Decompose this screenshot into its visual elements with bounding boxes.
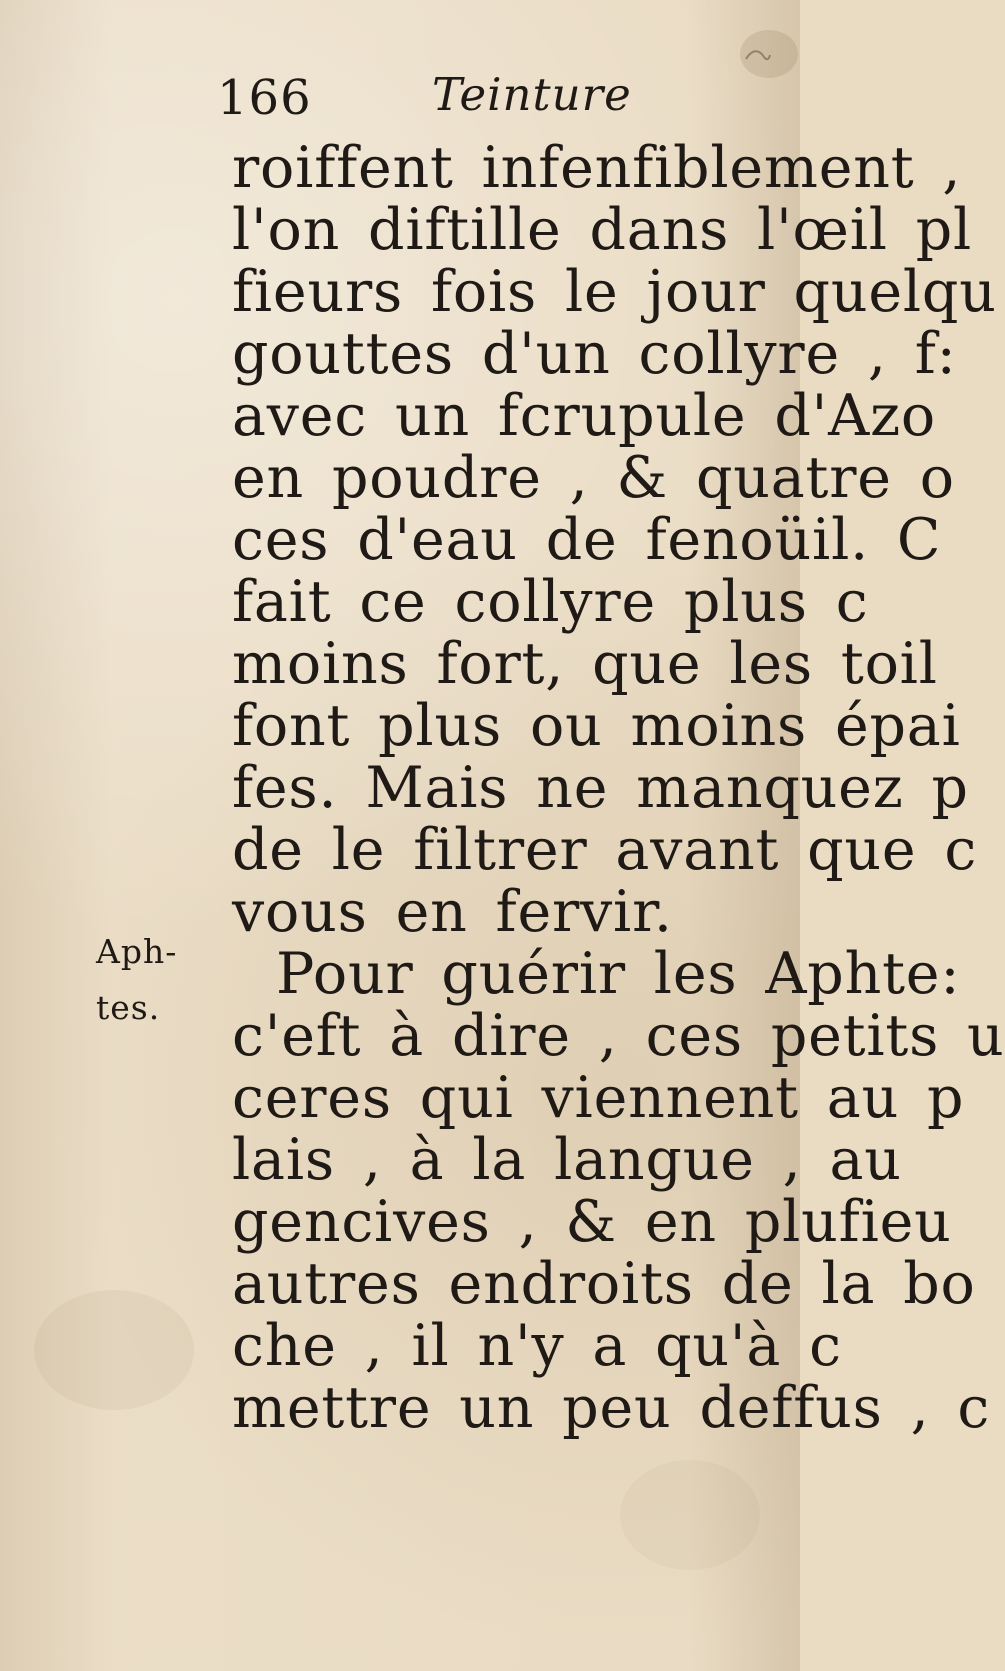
text-line: roiffent infenfiblement ,: [232, 135, 962, 201]
text-line: lais , à la langue , au: [232, 1127, 902, 1193]
text-line: l'on diftille dans l'œil pl: [232, 197, 973, 263]
text-line: che , il n'y a qu'à c: [232, 1313, 842, 1379]
paper-stain: [34, 1290, 194, 1410]
margin-note-line: Aph-: [96, 932, 178, 971]
main-text-column: [232, 135, 1005, 1441]
page-number: 166: [217, 70, 312, 126]
text-line: de le filtrer avant que c: [232, 817, 978, 883]
text-line: avec un fcrupule d'Azo: [232, 383, 937, 449]
text-line: fait ce collyre plus c: [232, 569, 869, 635]
text-line: fes. Mais ne manquez p: [232, 755, 969, 821]
text-line: ces d'eau de fenoüil. C: [232, 507, 942, 573]
paper-stain: [620, 1460, 760, 1570]
running-title: Teinture: [432, 68, 632, 121]
margin-note: [96, 924, 177, 1036]
text-line: font plus ou moins épai: [232, 693, 961, 759]
text-line: moins fort, que les toil: [232, 631, 938, 697]
text-line: autres endroits de la bo: [232, 1251, 976, 1317]
text-line: gencives , & en plufieu: [232, 1189, 952, 1255]
text-line: en poudre , & quatre o: [232, 445, 955, 511]
text-line: ceres qui viennent au p: [232, 1065, 965, 1131]
text-line: mettre un peu deffus , c: [232, 1375, 991, 1441]
text-line: c'eft à dire , ces petits u: [232, 1003, 1005, 1069]
ornament-mark: [744, 47, 772, 65]
text-line: fieurs fois le jour quelqu: [232, 259, 997, 325]
text-line: gouttes d'un collyre , f:: [232, 321, 957, 387]
margin-note-line: tes.: [96, 988, 161, 1027]
text-line: vous en fervir.: [232, 879, 673, 945]
paragraph-start-line: Pour guérir les Aphte:: [276, 941, 961, 1007]
